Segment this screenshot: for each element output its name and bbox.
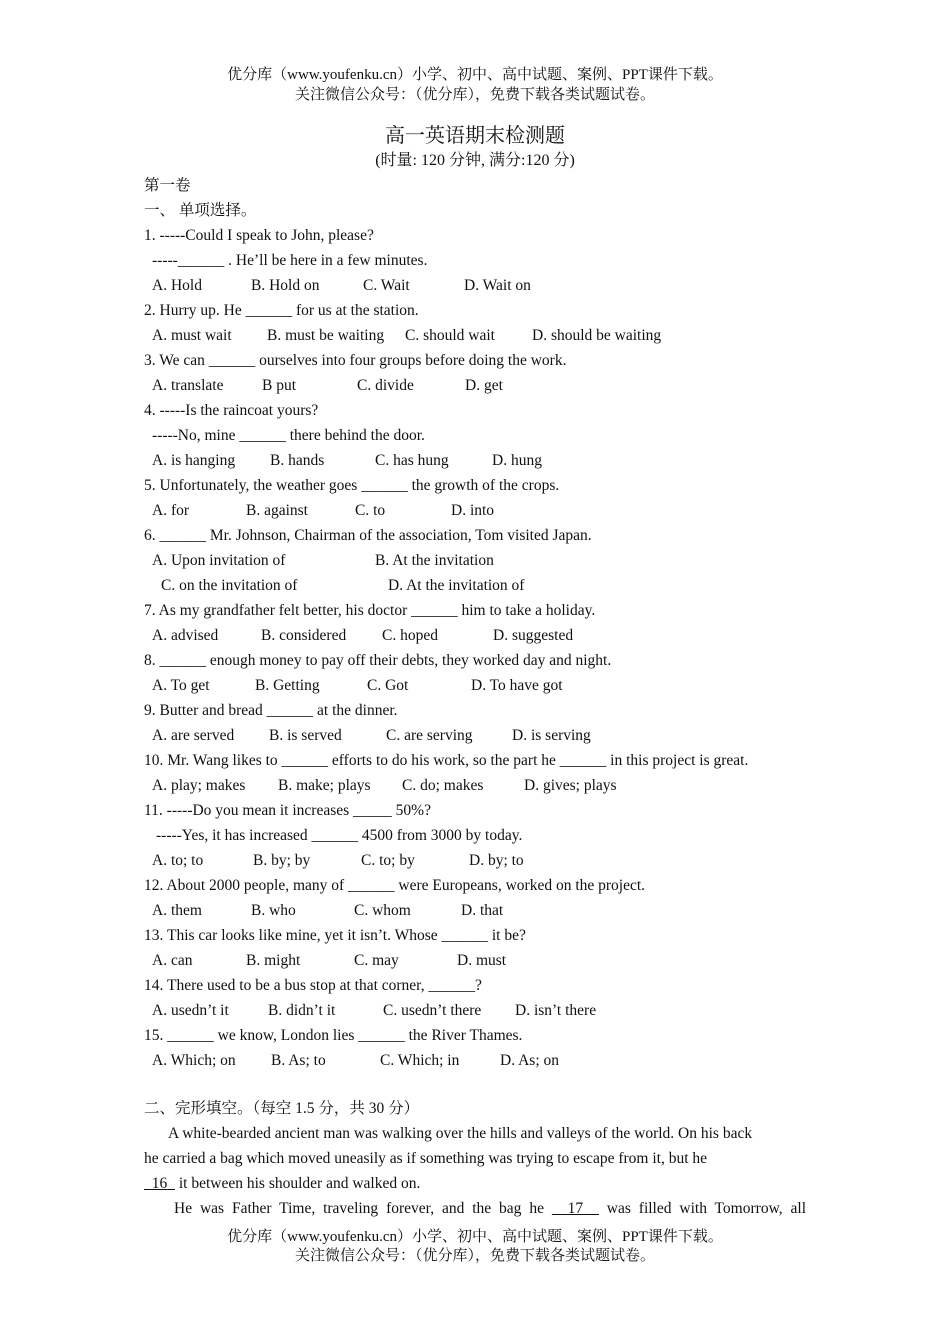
- question-stem: 7. As my grandfather felt better, his doctor ______ him to take a holiday.: [144, 602, 596, 619]
- question-stem: 2. Hurry up. He ______ for us at the station.: [144, 302, 419, 319]
- option-a: A. To get: [152, 677, 210, 694]
- option-b: B. Hold on: [251, 277, 320, 294]
- option-c: C. do; makes: [402, 777, 484, 794]
- option-b: B. didn’t it: [268, 1002, 336, 1019]
- question-stem: -----No, mine ______ there behind the door.: [152, 427, 425, 444]
- option-c: C. usedn’t there: [383, 1002, 482, 1019]
- option-b: B. As; to: [271, 1052, 326, 1069]
- option-d: D. hung: [492, 452, 542, 469]
- option-c: C. Got: [367, 677, 409, 694]
- header-line-1: 优分库（www.youfenku.cn）小学、初中、高中试题、案例、PPT课件下载。: [227, 67, 723, 83]
- option-b: B. considered: [261, 627, 347, 644]
- option-b: B. who: [251, 902, 296, 919]
- option-c: C. on the invitation of: [161, 577, 298, 594]
- question-stem: 5. Unfortunately, the weather goes ______ the growth of the crops.: [144, 477, 560, 494]
- exam-title: 高一英语期末检测题: [385, 125, 565, 147]
- question-stem: 4. -----Is the raincoat yours?: [144, 402, 319, 419]
- option-c: C. Wait: [363, 277, 410, 294]
- section-heading: 一、 单项选择。: [144, 202, 257, 219]
- option-d: D. must: [457, 952, 507, 969]
- option-a: A. are served: [152, 727, 235, 744]
- option-d: D. by; to: [469, 852, 524, 869]
- question-stem: 12. About 2000 people, many of ______ were Europeans, worked on the project.: [144, 877, 646, 894]
- option-a: A. is hanging: [152, 452, 236, 469]
- footer-line-2: 关注微信公众号：（优分库），免费下载各类试题试卷。: [294, 1248, 655, 1264]
- option-c: C. to; by: [361, 852, 415, 869]
- option-d: D. suggested: [493, 627, 574, 644]
- exam-subtitle: (时量: 120 分钟, 满分:120 分): [375, 152, 575, 169]
- question-stem: 13. This car looks like mine, yet it isn’t. Whose ______ it be?: [144, 927, 526, 944]
- option-a: A. them: [152, 902, 202, 919]
- option-b: B. Getting: [255, 677, 320, 694]
- option-d: D. At the invitation of: [388, 577, 525, 594]
- question-stem: 11. -----Do you mean it increases _____ 50%?: [144, 802, 431, 819]
- option-b: B. might: [246, 952, 301, 969]
- option-d: D. get: [465, 377, 503, 394]
- option-d: D. gives; plays: [524, 777, 617, 794]
- option-c: C. should wait: [405, 327, 495, 344]
- option-a: A. to; to: [152, 852, 204, 869]
- option-d: D. isn’t there: [515, 1002, 597, 1019]
- option-d: D. is serving: [512, 727, 591, 744]
- header-line-2: 关注微信公众号：（优分库），免费下载各类试题试卷。: [294, 87, 655, 103]
- cloze-blank-16: 16: [151, 1175, 168, 1192]
- option-d: D. into: [451, 502, 495, 519]
- option-c: C. hoped: [382, 627, 438, 644]
- cloze-blank-17: 17: [567, 1200, 584, 1217]
- question-stem: 9. Butter and bread ______ at the dinner.: [144, 702, 398, 719]
- option-c: C. has hung: [375, 452, 449, 469]
- cloze-line: He was Father Time, traveling forever, and the bag he 17 was filled with Tomorrow, all: [174, 1200, 807, 1217]
- option-b: B. must be waiting: [267, 327, 385, 344]
- option-a: A. translate: [152, 377, 224, 394]
- option-a: A. Hold: [152, 277, 202, 294]
- option-b: B. against: [246, 502, 308, 519]
- question-stem: 10. Mr. Wang likes to ______ efforts to do his work, so the part he ______ in this project is great.: [144, 752, 749, 769]
- section-heading: 二、完形填空。（每空 1.5 分，共 30 分）: [144, 1100, 420, 1117]
- option-b: B. make; plays: [278, 777, 371, 794]
- option-b: B. by; by: [253, 852, 311, 869]
- question-stem: 8. ______ enough money to pay off their debts, they worked day and night.: [144, 652, 612, 669]
- question-stem: 3. We can ______ ourselves into four groups before doing the work.: [144, 352, 567, 369]
- question-stem: 6. ______ Mr. Johnson, Chairman of the association, Tom visited Japan.: [144, 527, 592, 544]
- question-stem: -----______ . He’ll be here in a few minutes.: [152, 252, 428, 269]
- option-c: C. are serving: [386, 727, 473, 744]
- option-a: A. must wait: [152, 327, 232, 344]
- question-stem: 15. ______ we know, London lies ______ the River Thames.: [144, 1027, 523, 1044]
- option-a: A. for: [152, 502, 190, 519]
- question-stem: -----Yes, it has increased ______ 4500 from 3000 by today.: [156, 827, 523, 844]
- option-d: D. that: [461, 902, 504, 919]
- option-a: A. can: [152, 952, 193, 969]
- cloze-line: he carried a bag which moved uneasily as if something was trying to escape from it, but he: [144, 1150, 708, 1167]
- option-b: B. hands: [270, 452, 325, 469]
- option-b: B. is served: [269, 727, 342, 744]
- option-a: A. Upon invitation of: [152, 552, 286, 569]
- option-c: C. whom: [354, 902, 411, 919]
- option-a: A. play; makes: [152, 777, 246, 794]
- question-stem: 1. -----Could I speak to John, please?: [144, 227, 374, 244]
- option-c: C. divide: [357, 377, 414, 394]
- option-b: B. At the invitation: [375, 552, 494, 569]
- option-a: A. advised: [152, 627, 219, 644]
- footer-line-1: 优分库（www.youfenku.cn）小学、初中、高中试题、案例、PPT课件下载。: [227, 1229, 723, 1245]
- part-label: 第一卷: [144, 177, 191, 194]
- option-d: D. As; on: [500, 1052, 559, 1069]
- option-a: A. Which; on: [152, 1052, 236, 1069]
- option-d: D. Wait on: [464, 277, 531, 294]
- cloze-line: A white-bearded ancient man was walking over the hills and valleys of the world. On his back: [168, 1125, 753, 1142]
- option-a: A. usedn’t it: [152, 1002, 229, 1019]
- cloze-line: 16 it between his shoulder and walked on.: [144, 1174, 420, 1194]
- option-c: C. Which; in: [380, 1052, 460, 1069]
- option-c: C. to: [355, 502, 386, 519]
- option-c: C. may: [354, 952, 399, 969]
- question-stem: 14. There used to be a bus stop at that corner, ______?: [144, 977, 482, 994]
- option-d: D. To have got: [471, 677, 563, 694]
- option-b: B put: [262, 377, 297, 394]
- option-d: D. should be waiting: [532, 327, 662, 344]
